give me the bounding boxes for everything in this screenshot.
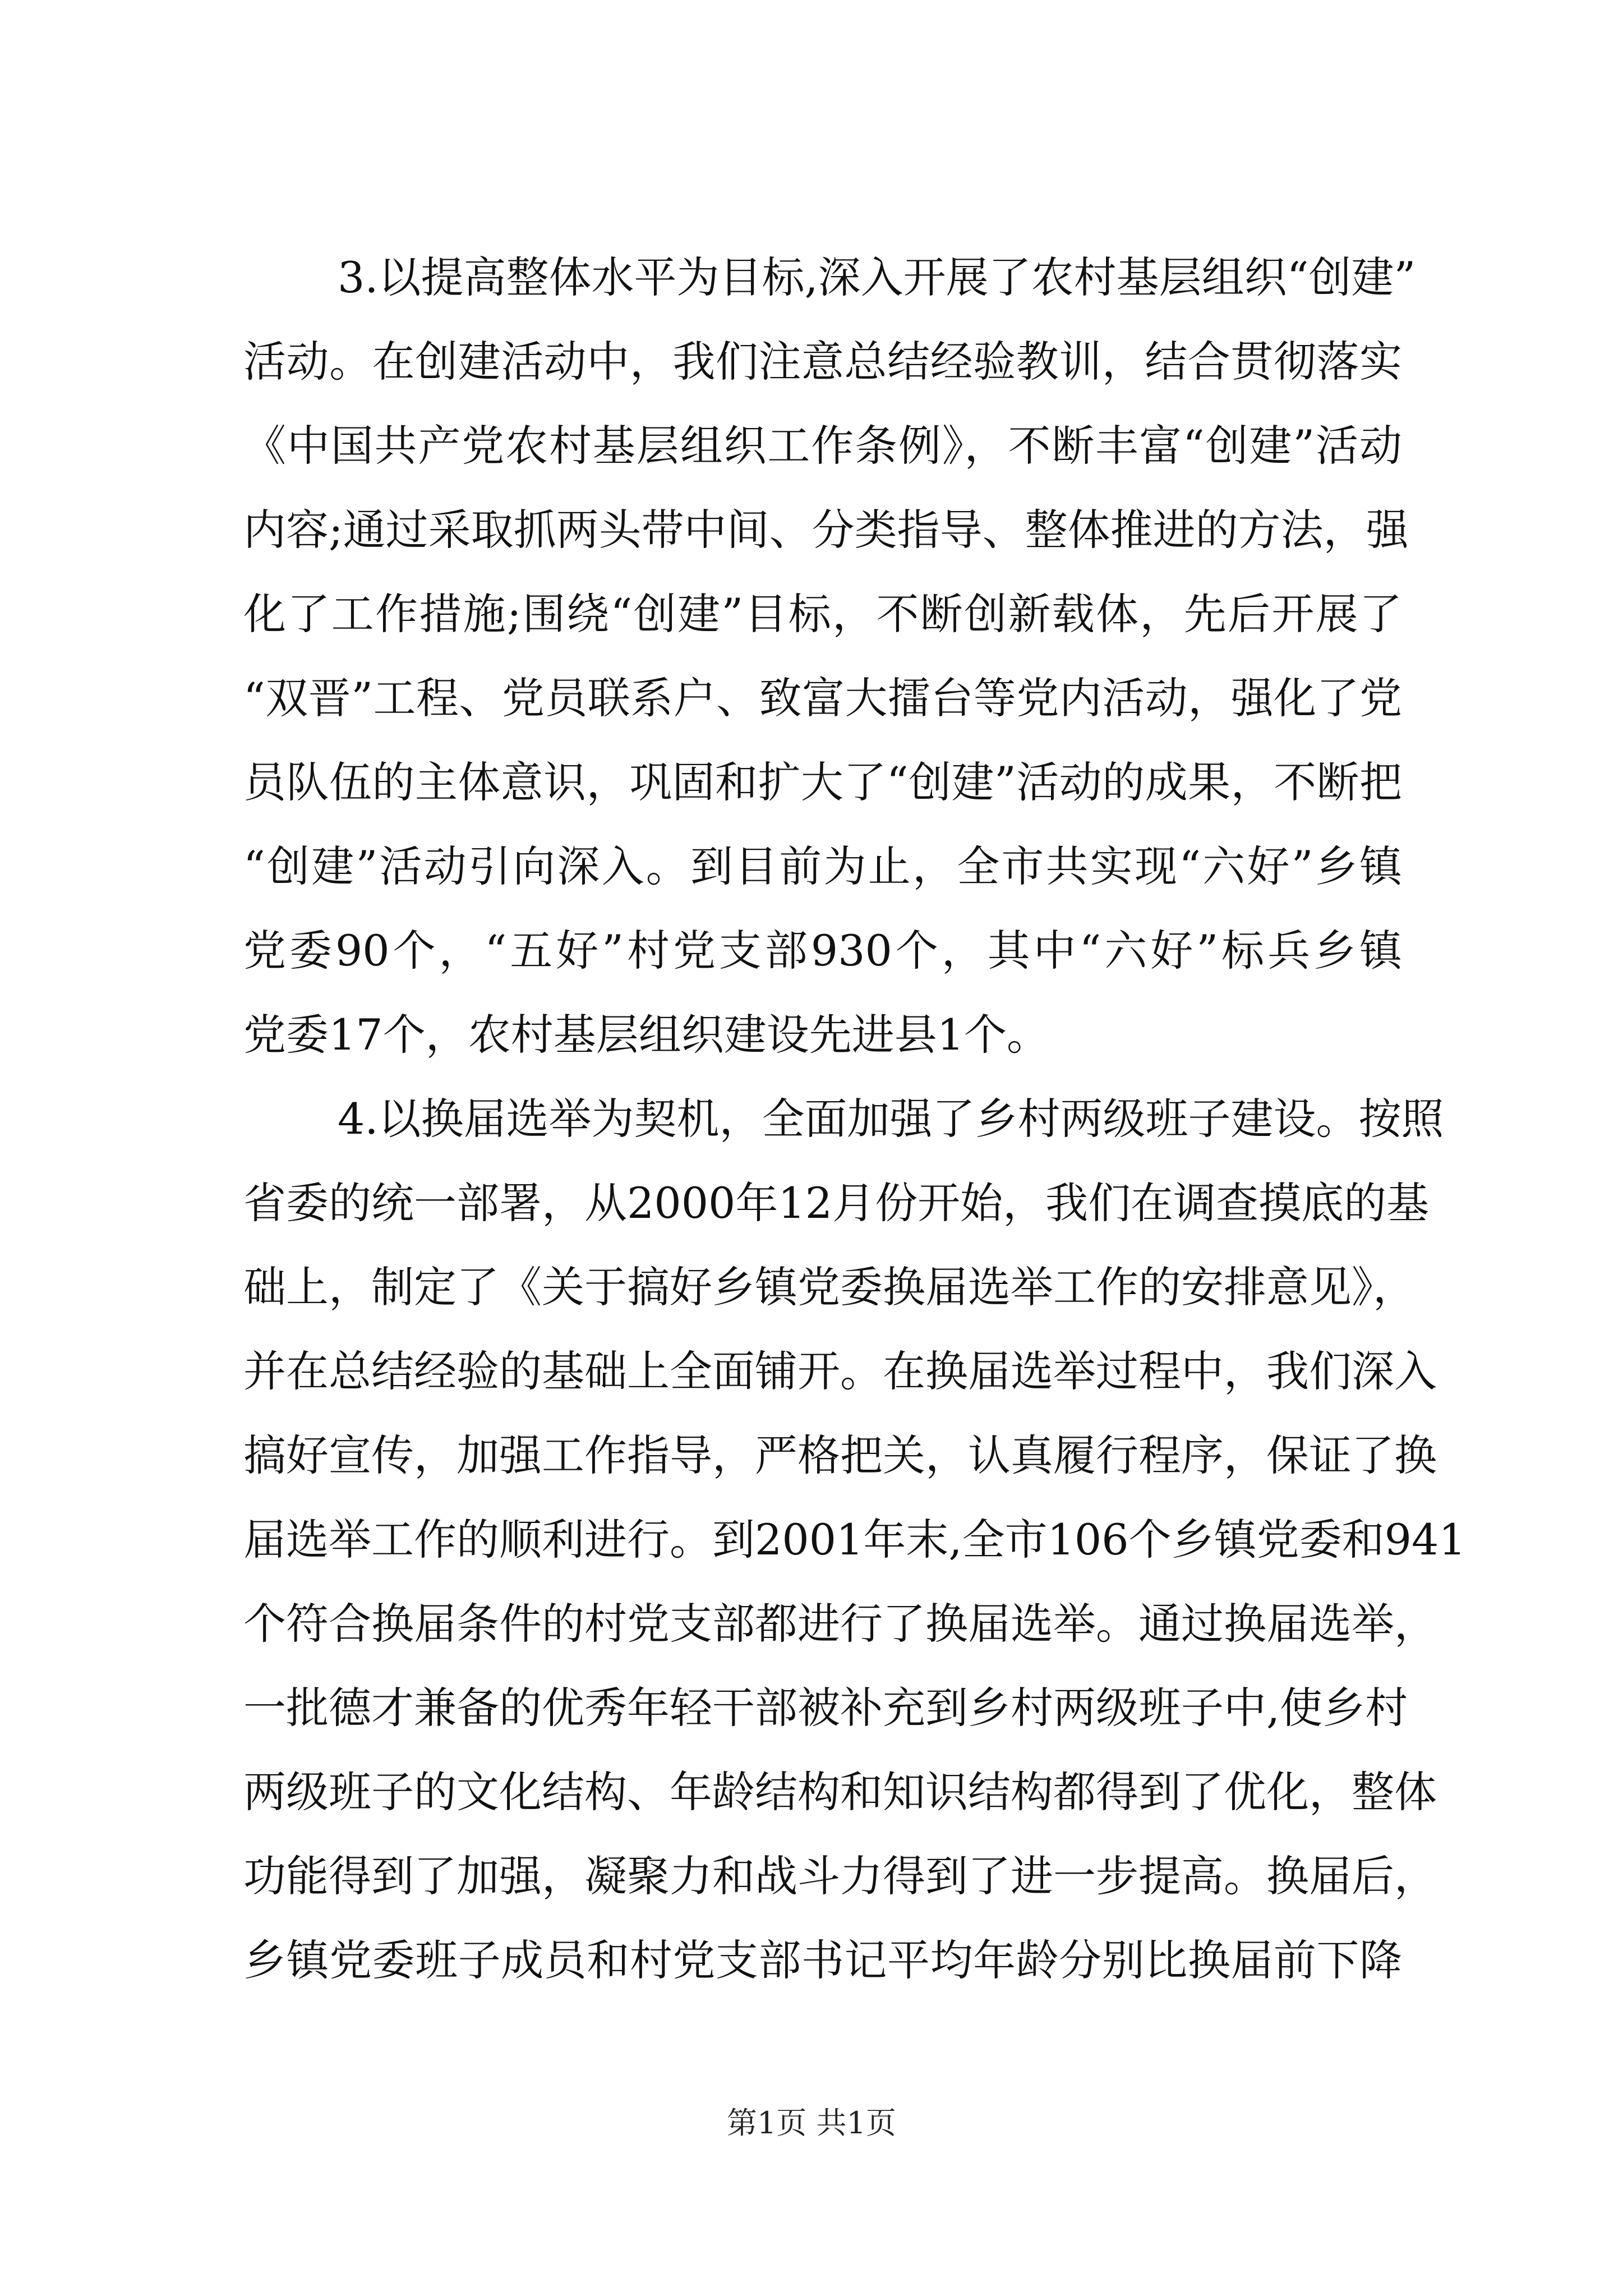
paragraph-line: 4.以换届选举为契机，全面加强了乡村两级班子建设。按照 <box>338 1094 1444 1144</box>
paragraph-line: 《中国共产党农村基层组织工作条例》，不断丰富“创建”活动 <box>243 421 1402 471</box>
paragraph-line: “创建”活动引向深入。到目前为止，全市共实现“六好”乡镇 <box>243 841 1402 891</box>
paragraph-line: 党委90个，“五好”村党支部930个，其中“六好”标兵乡镇 <box>243 926 1402 976</box>
paragraph-line: 乡镇党委班子成员和村党支部书记平均年龄分别比换届前下降 <box>243 1935 1402 1985</box>
paragraph-line: 化了工作措施;围绕“创建”目标，不断创新载体，先后开展了 <box>243 589 1402 639</box>
paragraph-line: 党委17个，农村基层组织建设先进县1个。 <box>243 1010 1050 1060</box>
paragraph-line: 届选举工作的顺利进行。到2001年末,全市106个乡镇党委和941 <box>243 1515 1466 1565</box>
paragraph-line: 3.以提高整体水平为目标,深入开展了农村基层组织“创建” <box>338 252 1416 302</box>
paragraph-line: 员队伍的主体意识，巩固和扩大了“创建”活动的成果，不断把 <box>243 757 1402 807</box>
paragraph-line: “双晋”工程、党员联系户、致富大擂台等党内活动，强化了党 <box>243 673 1402 723</box>
paragraph-line: 活动。在创建活动中，我们注意总结经验教训，结合贯彻落实 <box>243 337 1402 386</box>
paragraph-line: 省委的统一部署，从2000年12月份开始，我们在调查摸底的基 <box>243 1178 1430 1228</box>
paragraph-line: 并在总结经验的基础上全面铺开。在换届选举过程中，我们深入 <box>243 1346 1437 1396</box>
paragraph-line: 础上，制定了《关于搞好乡镇党委换届选举工作的安排意见》， <box>243 1262 1415 1312</box>
page-number-footer: 第1页 共1页 <box>727 2105 896 2141</box>
paragraph-line: 一批德才兼备的优秀年轻干部被补充到乡村两级班子中,使乡村 <box>243 1683 1408 1733</box>
paragraph-line: 两级班子的文化结构、年龄结构和知识结构都得到了优化，整体 <box>243 1767 1437 1817</box>
paragraph-line: 个符合换届条件的村党支部都进行了换届选举。通过换届选举， <box>243 1599 1437 1649</box>
paragraph-line: 内容;通过采取抓两头带中间、分类指导、整体推进的方法，强 <box>243 505 1409 555</box>
paragraph-line: 功能得到了加强，凝聚力和战斗力得到了进一步提高。换届后， <box>243 1851 1437 1901</box>
paragraph-line: 搞好宣传，加强工作指导，严格把关，认真履行程序，保证了换 <box>243 1430 1437 1480</box>
